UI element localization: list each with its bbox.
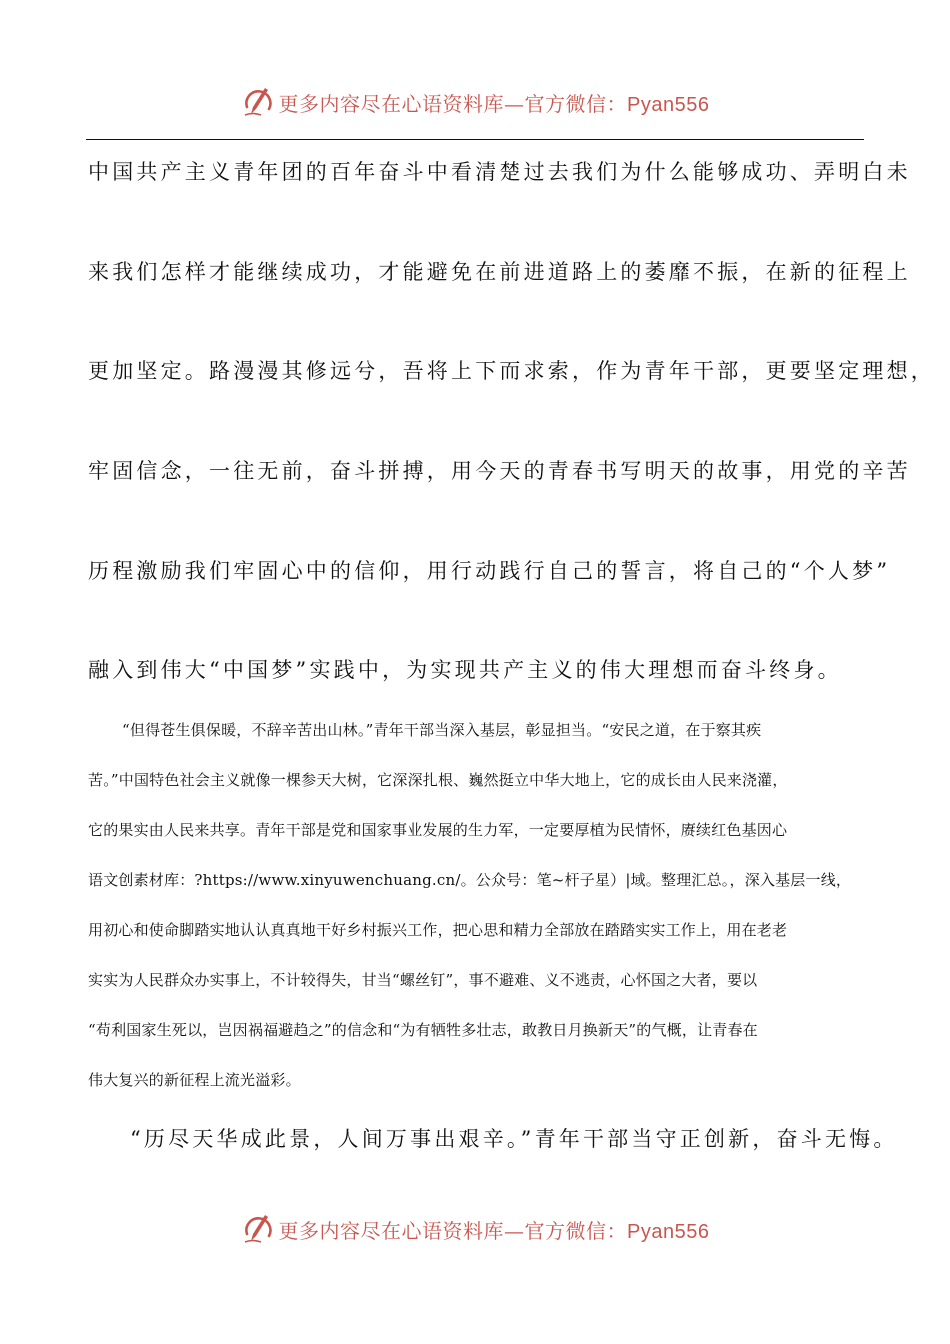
closing-line: “历尽天华成此景，人间万事出艰辛。”青年干部当守正创新，奋斗无悔。 <box>130 1127 898 1151</box>
paragraph-line: 苦。”中国特色社会主义就像一棵参天大树，它深深扎根、巍然挺立中华大地上，它的成长由人民来浇灌， <box>88 771 788 789</box>
body-line: 更加坚定。路漫漫其修远兮，吾将上下而求索，作为青年干部，更要坚定理想， <box>88 359 935 383</box>
paragraph-line: 实实为人民群众办实事上，不计较得失，甘当“螺丝钉”，事不避难、义不逃责，心怀国之大者，要以 <box>88 971 758 989</box>
header-wechat-id: Pyan556 <box>627 93 710 116</box>
paragraph-line: 用初心和使命脚踏实地认认真真地干好乡村振兴工作，把心思和精力全部放在踏踏实实工作上，用在老老 <box>88 921 788 939</box>
pen-in-circle-icon <box>241 85 275 119</box>
footer-banner-prefix: 更多内容尽在心语资料库—官方微信： <box>278 1218 628 1243</box>
paragraph-line: “但得苍生俱保暖，不辞辛苦出山林。”青年干部当深入基层，彰显担当。“安民之道，在于察其疾 <box>122 721 762 739</box>
paragraph-line: 伟大复兴的新征程上流光溢彩。 <box>88 1071 301 1089</box>
body-line: 来我们怎样才能继续成功，才能避免在前进道路上的萎靡不振，在新的征程上 <box>88 260 911 284</box>
footer-banner-text <box>279 1215 710 1244</box>
header-rule <box>86 139 864 140</box>
body-line: 融入到伟大“中国梦”实践中，为实现共产主义的伟大理想而奋斗终身。 <box>88 658 842 682</box>
footer-banner <box>0 1209 950 1249</box>
header-banner-prefix: 更多内容尽在心语资料库—官方微信： <box>278 91 628 116</box>
body-line: 中国共产主义青年团的百年奋斗中看清楚过去我们为什么能够成功、弄明白未 <box>88 160 911 184</box>
footer-wechat-id: Pyan556 <box>627 1220 710 1243</box>
paragraph-line: 语文创素材库：?https://www.xinyuwenchuang.cn/。公众号：笔~杆子星）|域。整理汇总。，深入基层一线， <box>88 871 852 889</box>
header-banner-text <box>279 88 710 117</box>
header-banner <box>0 82 950 122</box>
paragraph-line: “苟利国家生死以，岂因祸福避趋之”的信念和“为有牺牲多壮志，敢教日月换新天”的气概，让青春在 <box>88 1021 758 1039</box>
body-line: 牢固信念，一往无前，奋斗拼搏，用今天的青春书写明天的故事，用党的辛苦 <box>88 459 911 483</box>
pen-in-circle-icon <box>241 1212 275 1246</box>
paragraph-line: 它的果实由人民来共享。青年干部是党和国家事业发展的生力军，一定要厚植为民情怀，赓续红色基因心 <box>88 821 788 839</box>
body-line: 历程激励我们牢固心中的信仰，用行动践行自己的誓言，将自己的“个人梦” <box>88 559 891 583</box>
